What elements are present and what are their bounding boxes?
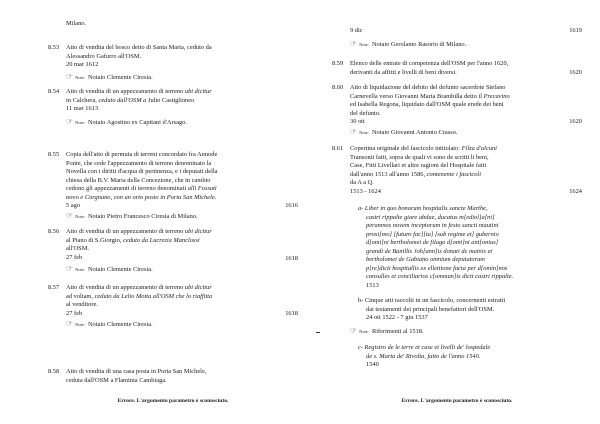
entry-body: [66, 368, 280, 385]
entry-year: 1618: [285, 310, 298, 317]
continuation-line: Milano.: [66, 20, 87, 27]
pointing-hand-icon: ☞: [350, 326, 358, 335]
error-message: Errore. L'argomento parametro è sconosciuto.: [117, 398, 229, 404]
entry-body: [66, 151, 280, 211]
sub-item-line: dai testamenti dei principali benefattori dell'OSM.: [366, 305, 495, 313]
entry-line: al venditore.: [66, 301, 98, 308]
left-page: [48, 0, 298, 424]
entry-body: [66, 228, 280, 262]
pointing-hand-icon: ☞: [66, 319, 74, 328]
continuation-date: 9 dic: [350, 27, 363, 34]
pointing-hand-icon: ☞: [66, 211, 74, 220]
entry-line: 27 feb: [66, 309, 83, 317]
entry-number: 8.59: [332, 60, 344, 67]
sub-item-line: 1513: [366, 281, 379, 289]
entry-year: 1624: [569, 187, 582, 195]
right-page: [332, 0, 582, 424]
entry-line: cedono gli appezzamenti di terreno denominati alli Fossati: [66, 185, 217, 192]
entry-note: ☞ Note: Notaio Pietro Francesco Ciresia di Milano.: [66, 211, 198, 220]
sub-item-line: c- Registro de le terre et case et livelli de' lospedale: [358, 344, 491, 351]
entry-body: [66, 284, 280, 318]
entry-line: 11 mar 1613: [66, 105, 99, 112]
entry-note: ☞ Note: Notaio Giovanni Antonio Crasso.: [350, 127, 458, 136]
entry-line: Copertina originale del fascicolo intitolato: Filza d'alcuni: [350, 145, 497, 152]
entry-line: 20 mar 1612: [66, 61, 99, 68]
entry-line: al Piano di S.Giorgio, ceduto da Lucrezia Manclossi: [66, 236, 200, 244]
entry-year: 1616: [285, 202, 298, 209]
entry-line: Alessandro Gafurro all'OSM.: [66, 52, 142, 60]
sub-item-line: bertholomei de Gabiano omnium deputatorum: [366, 256, 485, 263]
sub-item-line: d[omi]ni bertholomei de filago d[omi]ni ant[onius]: [366, 239, 499, 246]
entry-number: 8.56: [48, 228, 60, 235]
sub-item-c: [358, 344, 564, 370]
entry-line: ed Isabella Regona, liquidato dall'OSM quale erede dei beni: [350, 101, 504, 108]
entry-line: del defunto.: [350, 109, 381, 117]
entry-line: 30 ott: [350, 118, 365, 125]
entry-line: derivanti da affitti e livelli di beni diversi.: [350, 68, 457, 76]
entry-note: ☞ Note: Notaio Clemente Ciresia.: [66, 264, 153, 273]
continuation-year: 1619: [569, 27, 582, 34]
entry-line: Carnevella verso Giovanni Maria Brambilla detto il Precavino: [350, 92, 510, 100]
entry-body: [66, 88, 280, 114]
entry-year: 1620: [569, 68, 582, 76]
entry-line: ad voltam, ceduto da Lelio Motta all'OSM che lo riaffitta: [66, 292, 213, 300]
continuation-note: ☞ Note: Notaio Gerolamo Rasorio di Milano.: [350, 39, 467, 48]
entry-line: Elenco delle entrate di competenza dell'OSM per l'anno 1620,: [350, 60, 509, 67]
entry-number: 8.61: [332, 145, 344, 152]
error-message: Errore. L'argomento parametro è sconosciuto.: [401, 398, 513, 404]
pointing-hand-icon: ☞: [350, 127, 358, 136]
entry-year: 1620: [569, 118, 582, 125]
entry-body: [350, 145, 564, 196]
sub-item-line: 1540: [366, 361, 379, 368]
sub-item-line: peramnos novem inceptorum in festo sancti mautini: [366, 222, 499, 229]
pointing-hand-icon: ☞: [350, 39, 358, 48]
entry-line: 5 ago: [66, 202, 81, 209]
entry-note: ☞ Note: Notaio Agostino ex Capitani d'Arsago.: [66, 117, 187, 126]
entry-line: Atto di vendita di un appezzamento di terreno ubi dicitur: [66, 228, 212, 235]
entry-line: da A a Q.: [350, 179, 374, 186]
entry-line: Atto di vendita di un appezzamento di terreno ubi dicitur: [66, 284, 212, 291]
pointing-hand-icon: ☞: [66, 117, 74, 126]
entry-number: 8.53: [48, 44, 60, 51]
sub-item-a: [358, 205, 564, 290]
sub-item-line: grandi de Banillis Joh[ann]is donati de mainis et: [366, 247, 493, 255]
sub-item-line: de s. Marta de' Rivolta, fatto de l'anno 1540.: [366, 352, 481, 360]
entry-line: Transonti fatti, sopra de quali vi sono de scritti li beni,: [350, 153, 489, 161]
entry-line: novo e Corgnano, con un orto posto in Porta San Michele.: [66, 193, 217, 201]
entry-body: [350, 84, 564, 127]
entry-line: Atto di liquidazione del debito del defunto sacerdote Stefano: [350, 84, 506, 91]
sub-item-line: castri rippalte giare abdue, ducatus m[ediol]a[ni]: [366, 213, 495, 221]
entry-line: all'OSM.: [66, 245, 89, 252]
entry-line: Copia dell'atto di permuta di terreni concordato fra Annode: [66, 151, 218, 158]
sub-item-line: b- Cinque atti raccolti in un fascicolo, concernenti estratti: [358, 297, 506, 304]
sub-item-line: p[re]dicti hospitallis ex ellettione facta per d[omin]nos: [366, 264, 508, 272]
margin-dash: [316, 332, 320, 333]
entry-year: 1618: [285, 255, 298, 262]
entry-number: 8.57: [48, 284, 60, 291]
entry-line: 27 feb: [66, 253, 83, 261]
sub-item-b: [358, 297, 564, 323]
entry-number: 8.60: [332, 84, 344, 91]
entry-line: in Calchera, ceduto dall'OSM a Julio Castiglioneo: [66, 96, 195, 104]
pointing-hand-icon: ☞: [66, 72, 74, 81]
pointing-hand-icon: ☞: [66, 264, 74, 273]
entry-line: Atto di vendita del bosco detto di Santa Marta, ceduto da: [66, 44, 212, 51]
entry-body: [66, 44, 280, 70]
entry-line: Case, Fitti Livellari et altre ragioni del Hospitale fatti: [350, 162, 487, 169]
entry-number: 8.55: [48, 151, 60, 158]
entry-line: Novella con i diritti d'acqua di pertinenza, e i deputati della: [66, 168, 218, 175]
entry-line: Atto di vendita di un appezzamento di terreno ubi dicitur: [66, 88, 212, 95]
sub-item-line: 24 ott 1522 - 7 giu 1537: [366, 314, 428, 321]
sub-item-b-note: ☞ Note: Riferimenti al 1518.: [350, 326, 424, 335]
entry-line: dall'anno 1513 all'anno 1586, contenente i fascicoli: [350, 170, 481, 178]
sub-item-line: a- Liber in quo bonorum hospitalis sancte Marthe,: [358, 205, 488, 212]
entry-number: 8.54: [48, 88, 60, 95]
entry-number: 8.58: [48, 368, 60, 375]
entry-line: chiesa della B.V. Maria della Concezione, che in cambio: [66, 176, 211, 184]
entry-body: [350, 60, 564, 77]
entry-line: Atto di vendita di una casa posta in Porta San Michele,: [66, 368, 207, 375]
sub-item-line: proxi[mo] [futuro fac][ta] [sub regime et] gubernio: [366, 230, 499, 238]
entry-note: ☞ Note: Notaio Clemente Ciresia.: [66, 72, 153, 81]
entry-line: ceduta dall'OSM a Flaminia Cambiaga.: [66, 376, 167, 384]
entry-line: Ponte, che cede l'appezzamento di terreno denominato la: [66, 159, 212, 167]
entry-note: ☞ Note: Notaio Clemente Ciresia.: [66, 319, 153, 328]
entry-line: 1513 - 1624: [350, 187, 381, 195]
sub-item-line: consulles et conciliarios c[ommun]is dicti castri rippalte.: [366, 273, 514, 280]
